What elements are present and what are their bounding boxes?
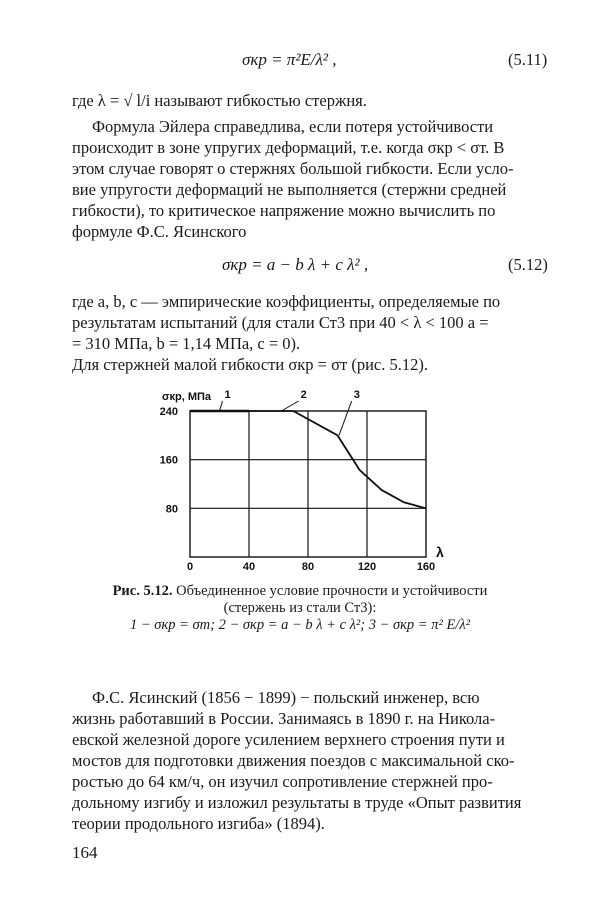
curve-label-leader	[281, 401, 298, 411]
x-axis-label: λ	[436, 544, 444, 560]
figure-label: Рис. 5.12.	[112, 583, 173, 599]
x-tick-label: 40	[242, 561, 256, 573]
paragraph-euler-line: происходит в зоне упругих деформаций, т.е. когда σкр < σт. В	[72, 138, 505, 157]
equation-number-5-12: (5.12)	[508, 255, 548, 274]
paragraph-low-flexibility: Для стержней малой гибкости σкр = σт (рис. 5.12).	[72, 355, 428, 374]
x-tick-label: 80	[301, 561, 315, 573]
paragraph-yasinsky-line: Ф.С. Ясинский (1856 − 1899) − польский инженер, всю	[92, 688, 480, 707]
paragraph-coefficients-line: где a, b, c — эмпирические коэффициенты, определяемые по	[72, 292, 501, 311]
figure-caption-title: Объединенное условие прочности и устойчивости	[176, 583, 488, 599]
paragraph-euler-line: этом случае говорят о стержнях большой гибкости. Если усло-	[72, 159, 514, 178]
formula-5-12: σкр = a − b λ + c λ² ,	[222, 255, 369, 274]
paragraph-yasinsky-line: дольному изгибу и изложил результаты в труде «Опыт развития	[72, 793, 522, 812]
curve-label-leader	[339, 401, 352, 435]
paragraph-yasinsky-line: евской железной дороге усилением верхнего строения пути и	[72, 730, 505, 749]
paragraph-yasinsky-line: мостов для подготовки движения поездов с максимальной ско-	[72, 751, 515, 770]
paragraph-euler-line: гибкости), то критическое напряжение можно вычислить по	[72, 201, 496, 220]
x-tick-label: 0	[186, 561, 194, 573]
curve-3	[338, 435, 427, 508]
paragraph-yasinsky-line: ростью до 64 км/ч, он изучил сопротивление стержней про-	[72, 772, 493, 791]
paragraph-yasinsky-line: теории продольного изгиба» (1894).	[72, 814, 325, 833]
y-axis-label: σкр, МПа	[162, 391, 212, 403]
curve-label: 3	[353, 389, 360, 401]
y-tick-label: 160	[159, 454, 178, 467]
equation-number-5-11: (5.11)	[508, 50, 548, 69]
y-tick-label: 240	[159, 406, 178, 418]
paragraph-yasinsky-line: жизнь работавший в России. Занимаясь в 1890 г. на Никола-	[72, 709, 496, 728]
page-number: 164	[72, 843, 98, 862]
paragraph-euler-line: вие упругости деформаций не выполняется (стержни средней	[72, 180, 507, 199]
curve-label-leader	[220, 401, 223, 411]
paragraph-flexibility: где λ = √ l/i называют гибкостью стержня.	[72, 91, 367, 110]
y-tick-label: 80	[165, 503, 178, 516]
paragraph-euler-line: формуле Ф.С. Ясинского	[72, 222, 247, 241]
curve-label: 1	[224, 389, 231, 401]
chart-grid	[190, 411, 426, 557]
figure-caption-line1	[0, 583, 600, 600]
x-tick-label: 160	[416, 561, 436, 573]
paragraph-coefficients-line: результатам испытаний (для стали Ст3 при 40 < λ < 100 a =	[72, 313, 489, 332]
x-tick-label: 120	[357, 561, 377, 573]
formula-5-11: σкр = π²E/λ² ,	[242, 50, 337, 69]
curve-label: 2	[300, 389, 307, 401]
figure-caption-legend: 1 − σкр = σт; 2 − σкр = a − b λ + c λ²; 3 − σкр = π² E/λ²	[130, 617, 470, 633]
curve-2	[249, 411, 338, 435]
critical-stress-chart	[150, 380, 450, 575]
figure-caption-line2: (стержень из стали Ст3):	[223, 600, 377, 616]
paragraph-coefficients-line: = 310 МПа, b = 1,14 МПа, c = 0).	[72, 334, 301, 353]
paragraph-euler-line: Формула Эйлера справедлива, если потеря устойчивости	[92, 117, 494, 136]
